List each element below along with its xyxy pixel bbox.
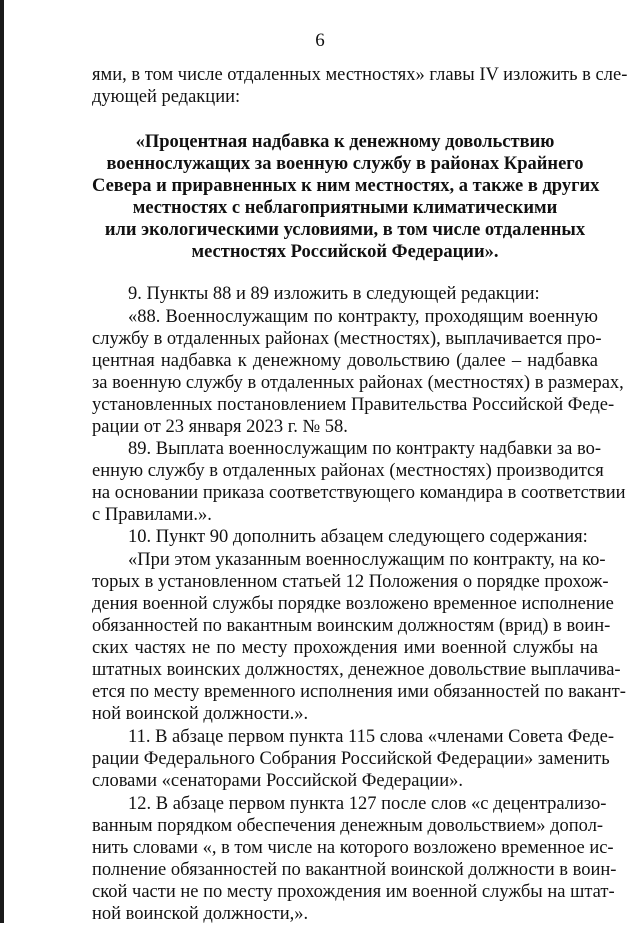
text-line: ских частях не по месту прохождения ими военной службы на: [92, 638, 598, 658]
text-line: за военную службу в отдаленных районах (местностях) в размерах,: [92, 373, 624, 393]
text-line: ется по месту временного исполнения ими обязанностей по вакант-: [92, 682, 626, 702]
text-line: или экологическими условиями, в том числе отдаленных: [104, 220, 586, 240]
text-line: штатных воинских должностях, денежное довольствие выплачива-: [92, 660, 621, 680]
text-line: дения военной службы порядке возложено временное исполнение: [92, 594, 614, 614]
text-line: 9. Пункты 88 и 89 изложить в следующей редакции:: [128, 284, 540, 304]
scan-edge: [0, 0, 4, 923]
text-line: на основании приказа соответствующего командира в соответствии: [92, 483, 626, 503]
text-line: 11. В абзаце первом пункта 115 слова «членами Совета Феде-: [128, 727, 615, 747]
text-line: словами «сенаторами Российской Федерации».: [92, 771, 463, 791]
text-line: нить словами «, в том числе на которого возложено временное ис-: [92, 838, 614, 858]
text-line: «88. Военнослужащим по контракту, проходящим военную: [128, 307, 598, 327]
text-line: с Правилами.».: [92, 505, 212, 525]
text-line: дующей редакции:: [92, 87, 241, 107]
text-line: службу в отдаленных районах (местностях), выплачивается про-: [92, 329, 602, 349]
page-number: 6: [315, 30, 325, 51]
text-line: ями, в том числе отдаленных местностях» главы IV изложить в сле-: [92, 65, 628, 85]
text-line: рации Федерального Собрания Российской Федерации» заменить: [92, 749, 610, 769]
text-line: ванным порядком обеспечения денежным довольствием» допол-: [92, 816, 604, 836]
text-line: 89. Выплата военнослужащим по контракту надбавки за во-: [128, 439, 602, 459]
text-line: ной воинской должности,».: [92, 904, 309, 924]
text-line: центная надбавка к денежному довольствию (далее – надбавка: [92, 351, 598, 371]
text-line: местностях Российской Федерации».: [191, 242, 499, 262]
text-line: енную службу в отдаленных районах (местностях) производится: [92, 461, 604, 481]
text-line: 10. Пункт 90 дополнить абзацем следующего содержания:: [128, 527, 588, 547]
text-line: торых в установленном статьей 12 Положения о порядке прохож-: [92, 572, 609, 592]
text-line: ной воинской должности.».: [92, 704, 309, 724]
text-line: Севера и приравненных к ним местностях, а также в других: [92, 176, 600, 196]
text-line: полнение обязанностей по вакантной воинской должности в воин-: [92, 860, 617, 880]
text-line: военнослужащих за военную службу в районах Крайнего: [106, 154, 584, 174]
text-line: установленных постановлением Правительства Российской Феде-: [92, 395, 615, 415]
text-line: местностях с неблагоприятными климатическими: [132, 198, 558, 218]
text-line: «Процентная надбавка к денежному довольствию: [135, 132, 555, 152]
text-line: рации от 23 января 2023 г. № 58.: [92, 417, 348, 437]
text-line: обязанностей по вакантным воинским должностям (врид) в воин-: [92, 616, 611, 636]
text-line: «При этом указанным военнослужащим по контракту, на ко-: [128, 550, 606, 570]
text-line: ской части не по месту прохождения им военной службы на штат-: [92, 882, 615, 902]
text-line: 12. В абзаце первом пункта 127 после слов «с децентрализо-: [128, 794, 607, 814]
